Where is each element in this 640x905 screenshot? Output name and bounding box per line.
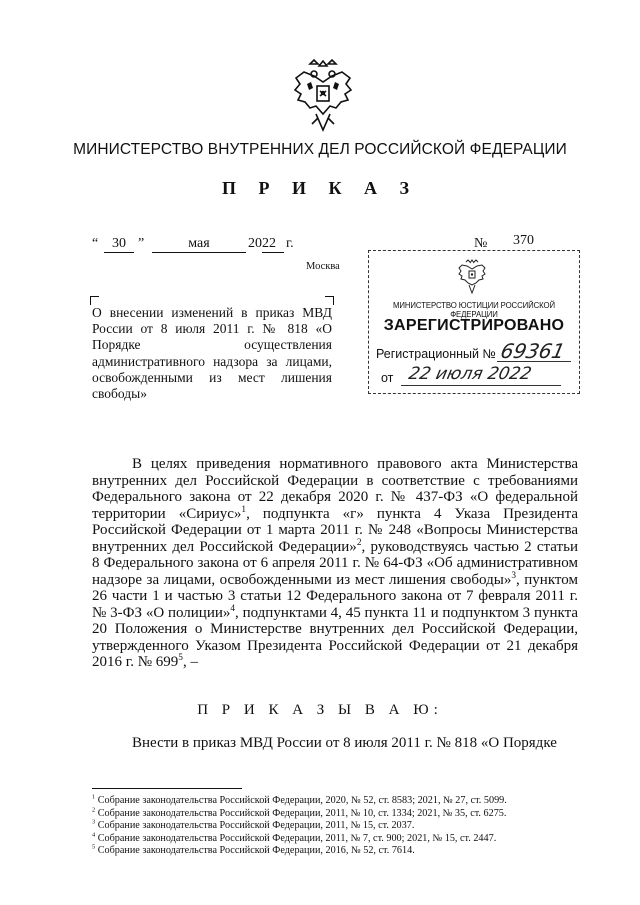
footnote-item <box>92 845 578 858</box>
preamble-text: , – <box>182 654 198 670</box>
footnote-text: Собрание законодательства Российской Федерации, 2011, № 15, ст. 2037. <box>97 820 415 832</box>
footnote-text: Собрание законодательства Российской Федерации, 2011, № 7, ст. 900; 2021, № 15, ст. 2447. <box>97 832 497 844</box>
order-number-sign: № <box>474 236 488 251</box>
document-type-title: П Р И К А З <box>221 178 419 198</box>
footnote-number: 4 <box>92 831 96 839</box>
footnotes-list <box>92 795 578 858</box>
stamp-registered-label: ЗАРЕГИСТРИРОВАНО <box>383 317 565 334</box>
coat-of-arms-emblem-icon <box>290 58 356 136</box>
footnote-text: Собрание законодательства Российской Федерации, 2020, № 52, ст. 8583; 2021, № 27, ст. 5099. <box>97 795 507 806</box>
ministry-header: МИНИСТЕРСТВО ВНУТРЕННИХ ДЕЛ РОССИЙСКОЙ ФЕДЕРАЦИИ <box>73 141 567 158</box>
footnote-ref: 4 <box>230 603 236 614</box>
footnote-ref: 3 <box>511 570 516 581</box>
registration-stamp <box>368 250 580 394</box>
stamp-emblem-icon <box>457 259 487 295</box>
preamble-text: , пунктом 26 части 1 и частью 3 статьи 12 Федерального закона от 7 февраля 2011 г. № 3-ФЗ «О полиции» <box>92 571 578 621</box>
order-directive-heading: П Р И К А З Ы В А Ю: <box>197 702 443 718</box>
date-close-quote: ” <box>138 236 145 251</box>
footnote-text: Собрание законодательства Российской Федерации, 2016, № 52, ст. 7614. <box>97 845 415 857</box>
preamble-text: , подпунктами 4, 45 пункта 11 и подпунктом 3 пункта 20 Положения о Министерстве внутренних дел Российской Федерации, утвержденного Указом Президента Российской Федерации от 21 декабря 2016 г. № 699 <box>92 604 578 670</box>
stamp-organization: МИНИСТЕРСТВО ЮСТИЦИИ РОССИЙСКОЙ ФЕДЕРАЦИИ <box>393 301 555 319</box>
title-corner-left <box>90 296 99 305</box>
preamble-paragraph <box>92 456 578 671</box>
date-year-mark: г. <box>286 236 294 251</box>
stamp-registration-number: 69361 <box>498 339 568 363</box>
order-title: О внесении изменений в приказ МВД России от 8 июля 2011 г. № 818 «О Порядке осуществления административного надзора за лицами, освобожденными из мест лишения свободы» <box>92 305 332 402</box>
stamp-date-underline <box>401 385 561 386</box>
footnote-ref: 1 <box>241 504 247 515</box>
footnote-text: Собрание законодательства Российской Федерации, 2011, № 10, ст. 1334; 2021, № 35, ст. 6275. <box>97 807 507 819</box>
footnote-number: 5 <box>92 843 96 851</box>
date-year-prefix: 20 <box>248 236 262 251</box>
order-first-line: Внести в приказ МВД России от 8 июля 2011 г. № 818 «О Порядке <box>132 735 557 751</box>
stamp-registration-date: 22 июля 2022 <box>406 364 534 384</box>
date-day: 30 <box>104 236 134 253</box>
title-corner-right <box>325 296 334 305</box>
footnote-number: 1 <box>92 793 96 801</box>
preamble-text: , подпункта «г» пункта 4 Указа Президента Российской Федерации от 1 марта 2011 г. № 248 «Вопросы Министерства внутренних дел Российской Федерации» <box>92 505 578 555</box>
footnote-ref: 5 <box>178 653 183 663</box>
order-number: 370 <box>513 233 534 248</box>
footnote-ref: 2 <box>356 537 362 548</box>
footnote-item <box>92 820 578 833</box>
footnote-number: 3 <box>92 818 96 826</box>
date-month: мая <box>152 236 246 253</box>
preamble-text: , руководствуясь частью 2 статьи 8 Федерального закона от 6 апреля 2011 г. № 64-ФЗ «Об административном надзоре за лицами, освобожденными из мест лишения свободы» <box>92 538 578 588</box>
footnote-divider <box>92 788 242 789</box>
footnote-number: 2 <box>92 806 96 814</box>
preamble-text: В целях приведения нормативного правового акта Министерства внутренних дел Российской Федерации в соответствие с требованиями Федерального закона от 22 декабря 2020 г. № 437-ФЗ «О федеральной территории «Сириус» <box>92 456 578 522</box>
footnote-item <box>92 808 578 821</box>
date-open-quote: “ <box>92 236 99 251</box>
date-year-suffix: 22 <box>262 236 284 253</box>
stamp-date-label: от <box>381 371 394 385</box>
footnote-item <box>92 833 578 846</box>
footnote-item <box>92 795 578 808</box>
stamp-registration-number-label: Регистрационный № <box>376 347 496 361</box>
city-label: Москва <box>306 261 340 272</box>
